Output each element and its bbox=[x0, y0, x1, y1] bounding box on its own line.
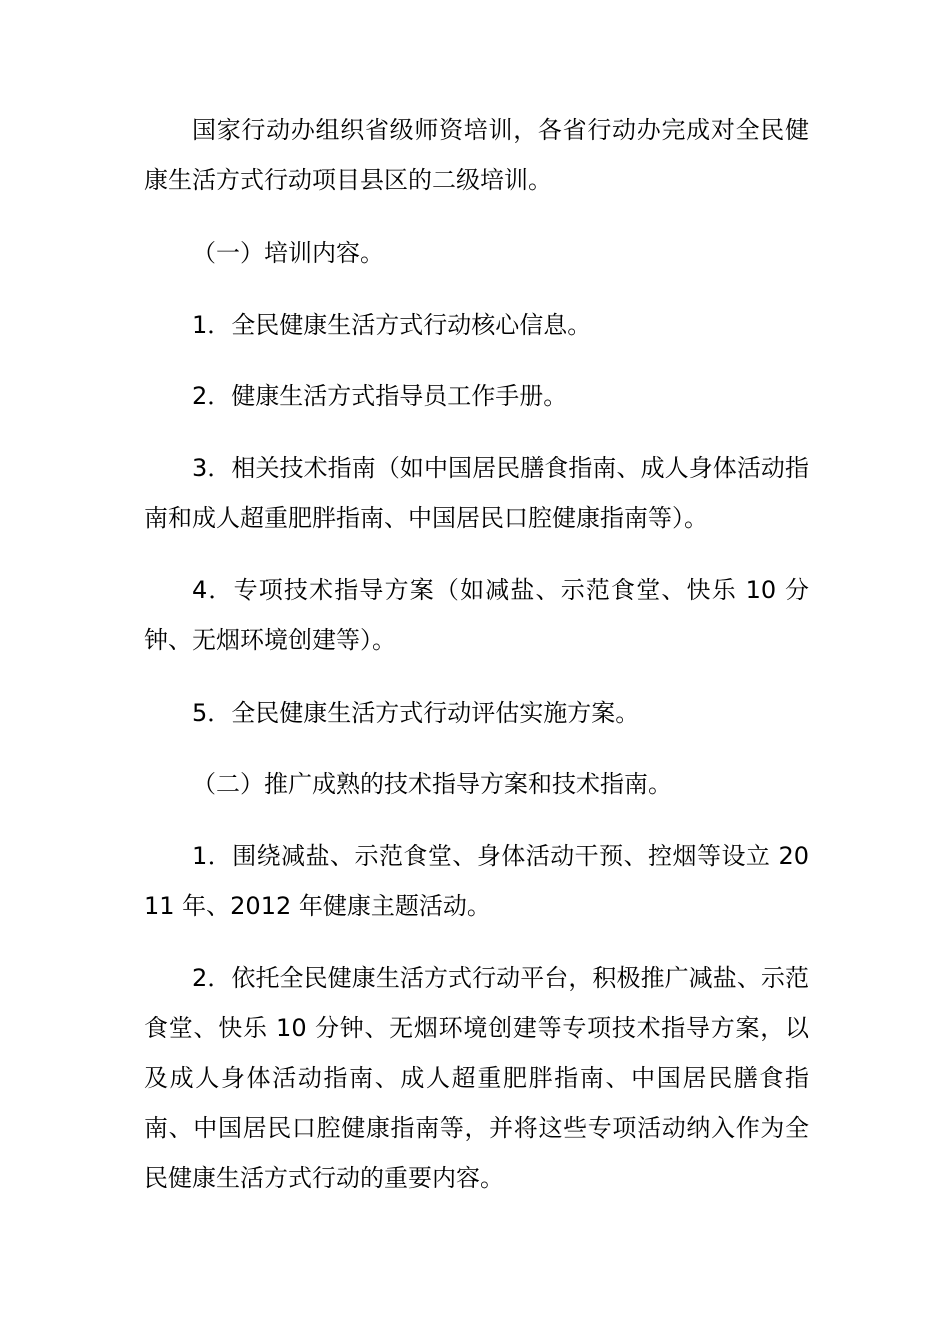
list-item-platform-promotion: 2．依托全民健康生活方式行动平台，积极推广减盐、示范食堂、快乐 10 分钟、无烟环境创建等专项技术指导方案，以及成人身体活动指南、成人超重肥胖指南、中国居民膳食指南、中国居民口腔健康指南等，并将这些专项活动纳入作为全民健康生活方式行动的重要内容。 bbox=[144, 964, 809, 1192]
list-item-core-info: 1．全民健康生活方式行动核心信息。 bbox=[192, 311, 592, 339]
list-item-evaluation-plan: 5．全民健康生活方式行动评估实施方案。 bbox=[192, 699, 640, 727]
list-item-technical-guides: 3．相关技术指南（如中国居民膳食指南、成人身体活动指南和成人超重肥胖指南、中国居民口腔健康指南等）。 bbox=[144, 454, 809, 532]
section-heading-promotion: （二）推广成熟的技术指导方案和技术指南。 bbox=[192, 770, 672, 798]
list-item-instructor-manual: 2．健康生活方式指导员工作手册。 bbox=[192, 382, 568, 410]
list-item-theme-activities: 1．围绕减盐、示范食堂、身体活动干预、控烟等设立 2011 年、2012 年健康主题活动。 bbox=[144, 842, 809, 920]
paragraph-intro: 国家行动办组织省级师资培训，各省行动办完成对全民健康生活方式行动项目县区的二级培训。 bbox=[144, 116, 809, 194]
list-item-special-programs: 4．专项技术指导方案（如减盐、示范食堂、快乐 10 分钟、无烟环境创建等）。 bbox=[144, 576, 809, 654]
section-heading-training-content: （一）培训内容。 bbox=[192, 239, 384, 267]
